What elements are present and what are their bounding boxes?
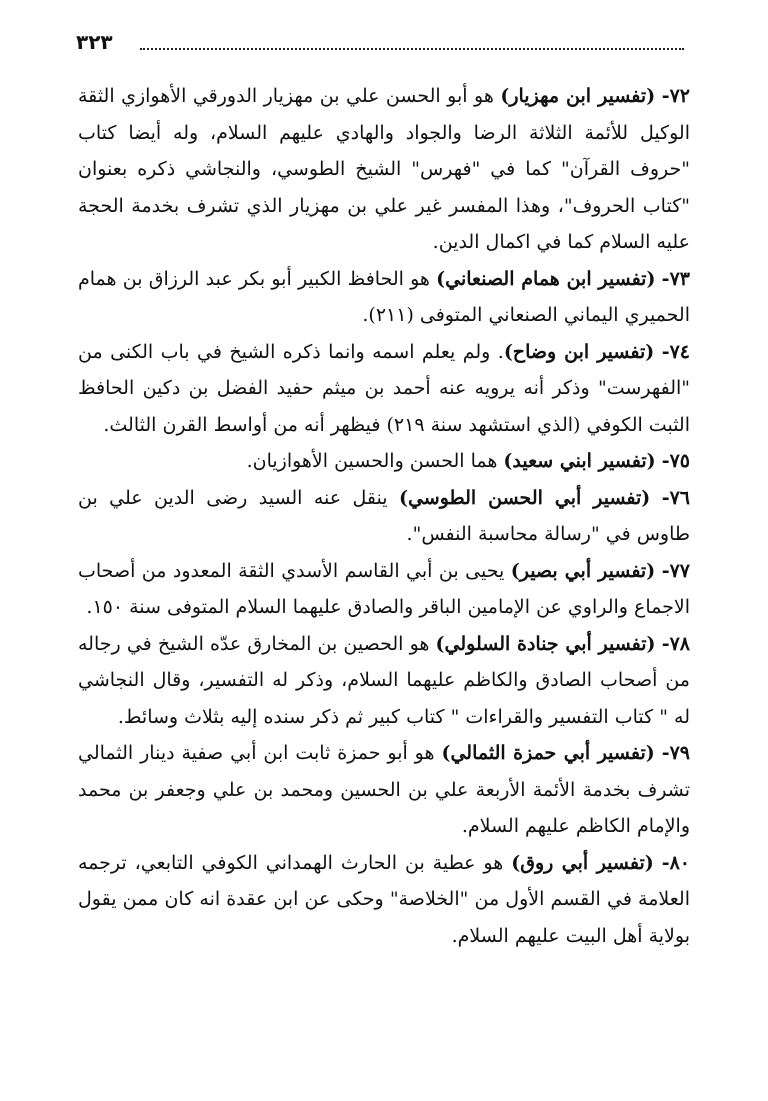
entry-number: ٧٢- [661,85,690,107]
entry-78 [78,626,690,736]
entry-76 [78,480,690,553]
entry-number: ٧٤- [661,340,691,363]
entry-text: يحيى بن أبي القاسم الأسدي الثقة المعدود من أصحاب الاجماع والراوي عن الإمامين الباقر والصادق عليهما السلام المتوفى سنة ١٥٠. [78,559,690,618]
entry-text: ينقل عنه السيد رضى الدين علي بن طاوس في "رسالة محاسبة النفس". [78,486,690,545]
entry-text: هو عطية بن الحارث الهمداني الكوفي التابعي، ترجمه العلامة في القسم الأول من "الخلاصة" وحكى عن ابن عقدة انه كان ممن يقول بولاية أهل البيت عليهم السلام. [78,851,690,947]
header-dotted-rule [140,48,684,50]
entry-number: ٧٦- [661,486,691,509]
page-header [68,26,688,56]
entry-title: (تفسير أبي روق) [511,851,654,874]
entry-text: هما الحسن والحسين الأهوازيان. [246,450,498,472]
entry-title: (تفسير أبي جنادة السلولي) [435,632,656,655]
entry-number: ٧٣- [661,267,690,290]
entry-79 [78,735,690,845]
entry-title: (تفسير ابن مهزيار) [500,85,656,107]
entry-title: (تفسير أبي بصير) [510,559,656,582]
entry-title: (تفسير أبي حمزة الثمالي) [441,742,655,764]
entry-number: ٧٨- [661,632,690,655]
entry-77 [78,553,690,626]
page-body [78,78,690,954]
entry-74 [78,334,690,444]
entry-text: هو الحافظ الكبير أبو بكر عبد الرزاق بن همام الحميري اليماني الصنعاني المتوفى (٢١١). [78,267,690,326]
entry-text: هو أبو الحسن علي بن مهزيار الدورقي الأهوازي الثقة الوكيل للأئمة الثلاثة الرضا والجواد والهادي عليهم السلام، وله أيضا كتاب "حروف القرآن" كما في "فهرس" الشيخ الطوسي، والنجاشي ذكره بعنوان "كتاب الحروف"، وهذا المفسر غير علي بن مهزيار الذي تشرف بخدمة الحجة عليه السلام كما في اكمال الدين. [78,85,690,253]
entry-title: (تفسير ابن همام الصنعاني) [436,267,656,290]
entry-75 [78,443,690,480]
entry-72 [78,78,690,261]
entry-73 [78,261,690,334]
entry-title: (تفسير أبي الحسن الطوسي) [398,486,651,509]
entry-number: ٧٥- [661,450,690,472]
entry-number: ٧٧- [661,559,690,582]
entry-text: هو الحصين بن المخارق عدّه الشيخ في رجاله من أصحاب الصادق والكاظم عليهما السلام، وذكر له التفسير، وقال النجاشي له " كتاب التفسير والقراءات " كتاب كبير ثم ذكر سنده إليه بثلاث وسائط. [78,632,690,728]
page-number: ٣٢٣ [76,30,113,54]
entry-text: هو أبو حمزة ثابت ابن أبي صفية دينار الثمالي تشرف بخدمة الأئمة الأربعة علي بن الحسين ومحمد بن علي وجعفر بن محمد والإمام الكاظم عليهم السلام. [78,742,690,837]
entry-number: ٧٩- [661,742,690,764]
entry-80 [78,845,690,955]
entry-title: (تفسير ابن وضاح) [503,340,655,363]
entry-text: . ولم يعلم اسمه وانما ذكره الشيخ في باب الكنى من "الفهرست" وذكر أنه يرويه عنه أحمد بن ميثم حفيد الفضل بن دكين الحافظ الثبت الكوفي (الذي استشهد سنة ٢١٩) فيظهر أنه من أواسط القرن الثالث. [78,340,690,436]
entry-title: (تفسير ابني سعيد) [503,450,656,472]
entry-number: ٨٠- [661,851,691,874]
